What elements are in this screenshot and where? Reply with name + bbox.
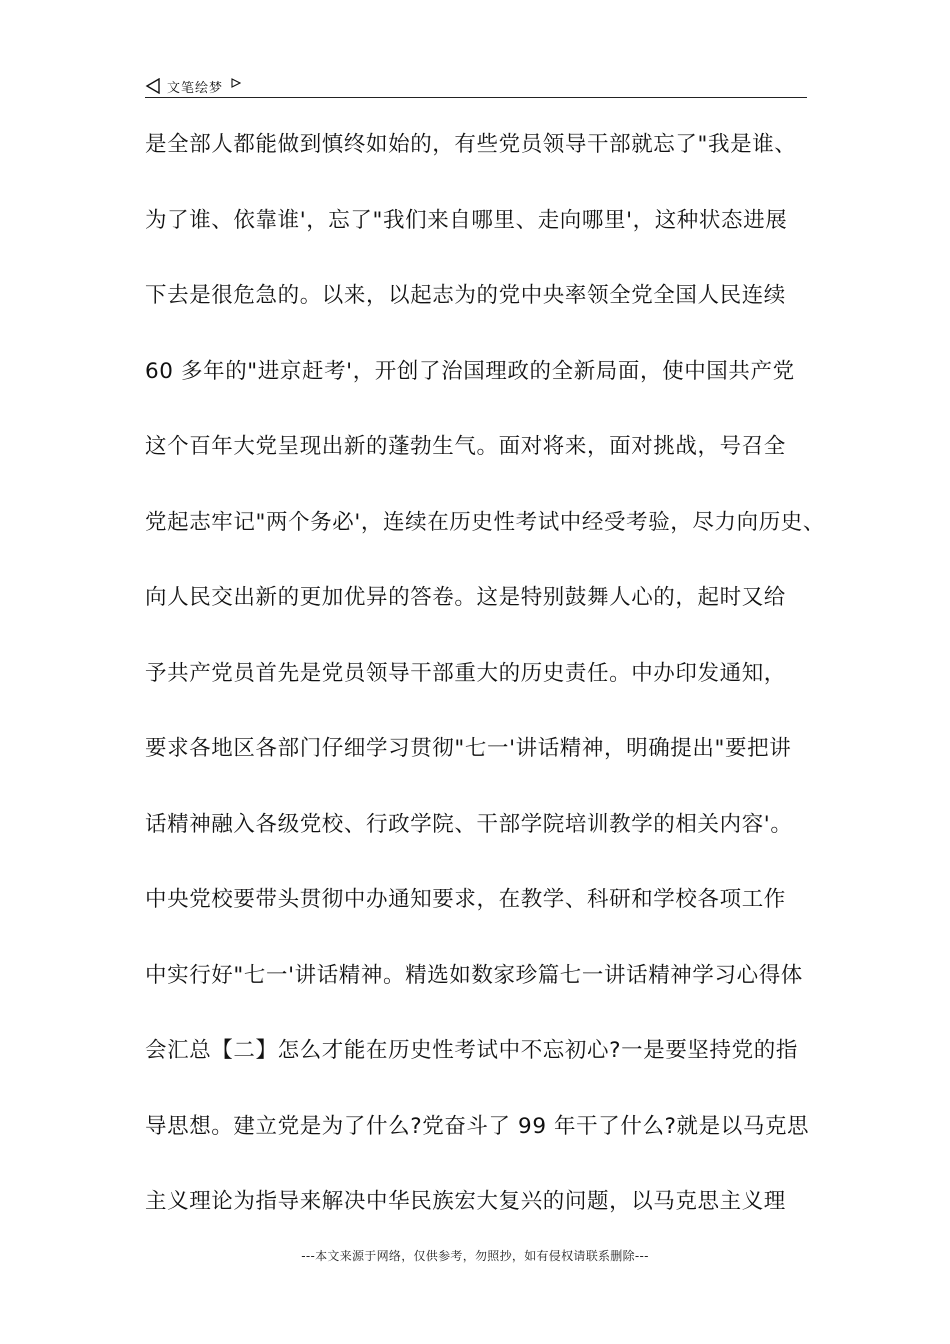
text-line: 向人民交出新的更加优异的答卷。这是特别鼓舞人心的，起时又给 [145,585,786,610]
text-line: 下去是很危急的。以来，以起志为的党中央率领全党全国人民连续 [145,283,786,308]
text-line: 会汇总【二】怎么才能在历史性考试中不忘初心?一是要坚持党的指 [145,1038,798,1063]
text-line: 导思想。建立党是为了什么?党奋斗了 99 年干了什么?就是以马克思 [145,1113,810,1139]
text-line: 党起志牢记"两个务必'，连续在历史性考试中经受考验，尽力向历史、 [145,509,826,535]
text-line: 是全部人都能做到慎终如始的，有些党员领导干部就忘了"我是谁、 [145,132,797,157]
triangle-right-outline-icon [231,78,241,88]
text-line: 中实行好"七一'讲话精神。精选如数家珍篇七一讲话精神学习心得体 [145,962,803,988]
text-line: 予共产党员首先是党员领导干部重大的历史责任。中办印发通知， [145,660,786,686]
header-divider [145,97,807,98]
page-footer: ---本文来源于网络，仅供参考，勿照抄，如有侵权请联系删除--- [301,1249,649,1263]
page-header [145,74,807,98]
text-line: 主义理论为指导来解决中华民族宏大复兴的问题，以马克思主义理 [145,1189,786,1214]
text-line: 中央党校要带头贯彻中办通知要求，在教学、科研和学校各项工作 [145,887,786,912]
triangle-left-outline-icon [145,78,161,94]
text-line: 要求各地区各部门仔细学习贯彻"七一'讲话精神，明确提出"要把讲 [145,736,792,761]
text-line: 为了谁、依靠谁'，忘了"我们来自哪里、走向哪里'，这种状态进展 [145,207,788,233]
text-line: 60 多年的"进京赶考'，开创了治国理政的全新局面，使中国共产党 [145,358,795,384]
document-body [145,125,835,1258]
text-line: 这个百年大党呈现出新的蓬勃生气。面对将来，面对挑战，号召全 [145,434,786,459]
text-line: 话精神融入各级党校、行政学院、干部学院培训教学的相关内容'。 [145,811,793,837]
header-title: 文笔绘梦 [167,80,224,96]
